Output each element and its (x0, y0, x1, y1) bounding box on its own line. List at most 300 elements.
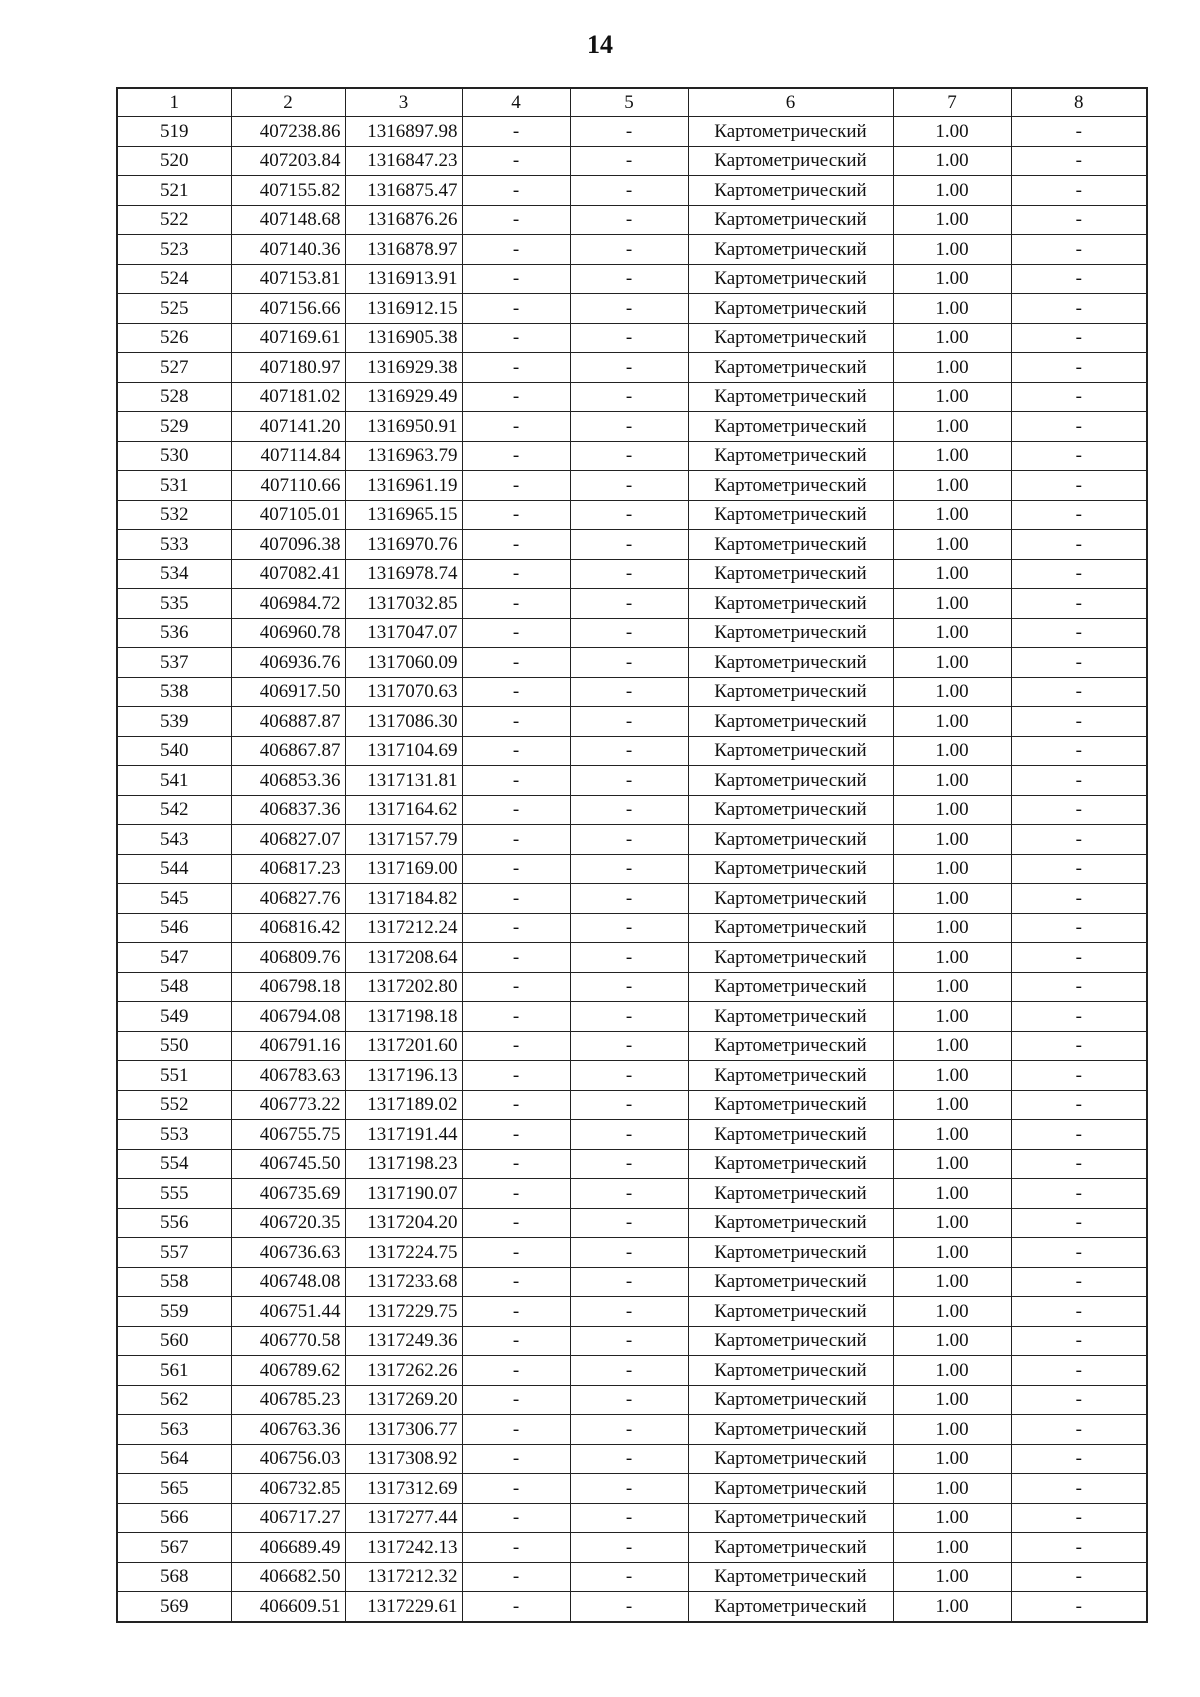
x-coordinate-cell: 406794.08 (231, 1002, 345, 1032)
point-number-cell: 534 (117, 559, 231, 589)
y-coordinate-cell: 1316965.15 (345, 500, 462, 530)
accuracy-cell: 1.00 (893, 1090, 1011, 1120)
column-8-cell: - (1011, 176, 1147, 206)
x-coordinate-cell: 406827.76 (231, 884, 345, 914)
column-8-cell: - (1011, 471, 1147, 501)
accuracy-cell: 1.00 (893, 1562, 1011, 1592)
column-8-cell: - (1011, 1415, 1147, 1445)
column-4-cell: - (462, 1415, 570, 1445)
method-cell: Картометрический (688, 1090, 893, 1120)
point-number-cell: 522 (117, 205, 231, 235)
method-cell: Картометрический (688, 972, 893, 1002)
point-number-cell: 535 (117, 589, 231, 619)
column-8-cell: - (1011, 972, 1147, 1002)
x-coordinate-cell: 406732.85 (231, 1474, 345, 1504)
column-5-cell: - (570, 589, 688, 619)
x-coordinate-cell: 407096.38 (231, 530, 345, 560)
point-number-cell: 540 (117, 736, 231, 766)
column-4-cell: - (462, 884, 570, 914)
table-row (117, 264, 1147, 294)
table-row (117, 913, 1147, 943)
x-coordinate-cell: 407238.86 (231, 117, 345, 147)
x-coordinate-cell: 406837.36 (231, 795, 345, 825)
y-coordinate-cell: 1316875.47 (345, 176, 462, 206)
column-4-cell: - (462, 1120, 570, 1150)
table-row (117, 795, 1147, 825)
accuracy-cell: 1.00 (893, 117, 1011, 147)
point-number-cell: 568 (117, 1562, 231, 1592)
column-4-cell: - (462, 1002, 570, 1032)
point-number-cell: 541 (117, 766, 231, 796)
point-number-cell: 532 (117, 500, 231, 530)
column-4-cell: - (462, 1090, 570, 1120)
table-row (117, 117, 1147, 147)
method-cell: Картометрический (688, 1356, 893, 1386)
column-5-cell: - (570, 1002, 688, 1032)
column-5-cell: - (570, 707, 688, 737)
x-coordinate-cell: 406809.76 (231, 943, 345, 973)
column-8-cell: - (1011, 1444, 1147, 1474)
table-row (117, 736, 1147, 766)
method-cell: Картометрический (688, 1208, 893, 1238)
method-cell: Картометрический (688, 1238, 893, 1268)
y-coordinate-cell: 1316950.91 (345, 412, 462, 442)
y-coordinate-cell: 1317157.79 (345, 825, 462, 855)
point-number-cell: 528 (117, 382, 231, 412)
column-8-cell: - (1011, 294, 1147, 324)
column-5-cell: - (570, 530, 688, 560)
column-4-cell: - (462, 825, 570, 855)
y-coordinate-cell: 1317306.77 (345, 1415, 462, 1445)
method-cell: Картометрический (688, 441, 893, 471)
column-8-cell: - (1011, 353, 1147, 383)
y-coordinate-cell: 1317198.23 (345, 1149, 462, 1179)
accuracy-cell: 1.00 (893, 1297, 1011, 1327)
y-coordinate-cell: 1317262.26 (345, 1356, 462, 1386)
y-coordinate-cell: 1317198.18 (345, 1002, 462, 1032)
column-4-cell: - (462, 1356, 570, 1386)
column-8-cell: - (1011, 559, 1147, 589)
method-cell: Картометрический (688, 1061, 893, 1091)
column-8-cell: - (1011, 1503, 1147, 1533)
point-number-cell: 542 (117, 795, 231, 825)
column-5-cell: - (570, 1297, 688, 1327)
point-number-cell: 553 (117, 1120, 231, 1150)
column-8-cell: - (1011, 1238, 1147, 1268)
point-number-cell: 525 (117, 294, 231, 324)
method-cell: Картометрический (688, 1385, 893, 1415)
point-number-cell: 550 (117, 1031, 231, 1061)
y-coordinate-cell: 1316912.15 (345, 294, 462, 324)
y-coordinate-cell: 1316970.76 (345, 530, 462, 560)
column-4-cell: - (462, 323, 570, 353)
table-body (117, 117, 1147, 1622)
method-cell: Картометрический (688, 589, 893, 619)
method-cell: Картометрический (688, 176, 893, 206)
method-cell: Картометрический (688, 766, 893, 796)
table-row (117, 1444, 1147, 1474)
accuracy-cell: 1.00 (893, 884, 1011, 914)
column-8-cell: - (1011, 1562, 1147, 1592)
column-5-cell: - (570, 1444, 688, 1474)
column-5-cell: - (570, 1415, 688, 1445)
method-cell: Картометрический (688, 500, 893, 530)
column-5-cell: - (570, 441, 688, 471)
table-row (117, 382, 1147, 412)
column-8-cell: - (1011, 500, 1147, 530)
column-8-cell: - (1011, 736, 1147, 766)
column-4-cell: - (462, 264, 570, 294)
x-coordinate-cell: 406720.35 (231, 1208, 345, 1238)
column-5-cell: - (570, 884, 688, 914)
y-coordinate-cell: 1317249.36 (345, 1326, 462, 1356)
column-5-cell: - (570, 559, 688, 589)
method-cell: Картометрический (688, 1474, 893, 1504)
column-5-cell: - (570, 146, 688, 176)
table-row (117, 1208, 1147, 1238)
accuracy-cell: 1.00 (893, 559, 1011, 589)
y-coordinate-cell: 1317233.68 (345, 1267, 462, 1297)
column-8-cell: - (1011, 795, 1147, 825)
method-cell: Картометрический (688, 559, 893, 589)
column-4-cell: - (462, 1267, 570, 1297)
table-row (117, 1326, 1147, 1356)
accuracy-cell: 1.00 (893, 1208, 1011, 1238)
column-8-cell: - (1011, 1002, 1147, 1032)
column-5-cell: - (570, 618, 688, 648)
x-coordinate-cell: 406756.03 (231, 1444, 345, 1474)
method-cell: Картометрический (688, 235, 893, 265)
table-row (117, 1562, 1147, 1592)
column-header-1: 1 (117, 88, 231, 117)
x-coordinate-cell: 407203.84 (231, 146, 345, 176)
y-coordinate-cell: 1317204.20 (345, 1208, 462, 1238)
method-cell: Картометрический (688, 412, 893, 442)
column-4-cell: - (462, 1503, 570, 1533)
accuracy-cell: 1.00 (893, 589, 1011, 619)
table-row (117, 884, 1147, 914)
x-coordinate-cell: 406936.76 (231, 648, 345, 678)
accuracy-cell: 1.00 (893, 736, 1011, 766)
method-cell: Картометрический (688, 825, 893, 855)
method-cell: Картометрический (688, 205, 893, 235)
column-8-cell: - (1011, 1297, 1147, 1327)
column-4-cell: - (462, 1238, 570, 1268)
column-5-cell: - (570, 825, 688, 855)
column-5-cell: - (570, 736, 688, 766)
column-5-cell: - (570, 1533, 688, 1563)
column-4-cell: - (462, 766, 570, 796)
x-coordinate-cell: 406816.42 (231, 913, 345, 943)
accuracy-cell: 1.00 (893, 205, 1011, 235)
column-8-cell: - (1011, 854, 1147, 884)
method-cell: Картометрический (688, 943, 893, 973)
column-8-cell: - (1011, 1533, 1147, 1563)
table-row (117, 500, 1147, 530)
accuracy-cell: 1.00 (893, 1444, 1011, 1474)
column-5-cell: - (570, 648, 688, 678)
column-4-cell: - (462, 913, 570, 943)
y-coordinate-cell: 1316913.91 (345, 264, 462, 294)
y-coordinate-cell: 1317229.75 (345, 1297, 462, 1327)
accuracy-cell: 1.00 (893, 264, 1011, 294)
table-row (117, 1179, 1147, 1209)
column-5-cell: - (570, 176, 688, 206)
column-header-5: 5 (570, 88, 688, 117)
point-number-cell: 545 (117, 884, 231, 914)
x-coordinate-cell: 406609.51 (231, 1592, 345, 1622)
column-8-cell: - (1011, 884, 1147, 914)
column-8-cell: - (1011, 648, 1147, 678)
column-5-cell: - (570, 205, 688, 235)
y-coordinate-cell: 1317201.60 (345, 1031, 462, 1061)
point-number-cell: 563 (117, 1415, 231, 1445)
column-5-cell: - (570, 1208, 688, 1238)
column-8-cell: - (1011, 677, 1147, 707)
accuracy-cell: 1.00 (893, 972, 1011, 1002)
point-number-cell: 537 (117, 648, 231, 678)
column-4-cell: - (462, 1297, 570, 1327)
point-number-cell: 561 (117, 1356, 231, 1386)
column-8-cell: - (1011, 913, 1147, 943)
y-coordinate-cell: 1317184.82 (345, 884, 462, 914)
y-coordinate-cell: 1316876.26 (345, 205, 462, 235)
method-cell: Картометрический (688, 1444, 893, 1474)
column-4-cell: - (462, 795, 570, 825)
y-coordinate-cell: 1317202.80 (345, 972, 462, 1002)
column-4-cell: - (462, 235, 570, 265)
point-number-cell: 566 (117, 1503, 231, 1533)
point-number-cell: 557 (117, 1238, 231, 1268)
method-cell: Картометрический (688, 264, 893, 294)
method-cell: Картометрический (688, 677, 893, 707)
method-cell: Картометрический (688, 530, 893, 560)
column-5-cell: - (570, 1149, 688, 1179)
y-coordinate-cell: 1317269.20 (345, 1385, 462, 1415)
method-cell: Картометрический (688, 1267, 893, 1297)
column-5-cell: - (570, 323, 688, 353)
y-coordinate-cell: 1317190.07 (345, 1179, 462, 1209)
column-4-cell: - (462, 707, 570, 737)
x-coordinate-cell: 407140.36 (231, 235, 345, 265)
point-number-cell: 547 (117, 943, 231, 973)
column-4-cell: - (462, 943, 570, 973)
x-coordinate-cell: 406736.63 (231, 1238, 345, 1268)
accuracy-cell: 1.00 (893, 294, 1011, 324)
table-row (117, 1385, 1147, 1415)
table-row (117, 1061, 1147, 1091)
accuracy-cell: 1.00 (893, 1149, 1011, 1179)
column-8-cell: - (1011, 1592, 1147, 1622)
column-header-7: 7 (893, 88, 1011, 117)
accuracy-cell: 1.00 (893, 1474, 1011, 1504)
point-number-cell: 564 (117, 1444, 231, 1474)
point-number-cell: 539 (117, 707, 231, 737)
x-coordinate-cell: 406748.08 (231, 1267, 345, 1297)
table-row (117, 825, 1147, 855)
x-coordinate-cell: 406960.78 (231, 618, 345, 648)
header-row (117, 88, 1147, 117)
column-4-cell: - (462, 1474, 570, 1504)
column-8-cell: - (1011, 1474, 1147, 1504)
column-5-cell: - (570, 972, 688, 1002)
table-row (117, 1120, 1147, 1150)
method-cell: Картометрический (688, 913, 893, 943)
x-coordinate-cell: 406682.50 (231, 1562, 345, 1592)
method-cell: Картометрический (688, 146, 893, 176)
y-coordinate-cell: 1317104.69 (345, 736, 462, 766)
table-row (117, 1533, 1147, 1563)
table-row (117, 1238, 1147, 1268)
x-coordinate-cell: 407110.66 (231, 471, 345, 501)
x-coordinate-cell: 407156.66 (231, 294, 345, 324)
column-5-cell: - (570, 264, 688, 294)
y-coordinate-cell: 1317224.75 (345, 1238, 462, 1268)
x-coordinate-cell: 406887.87 (231, 707, 345, 737)
table-row (117, 471, 1147, 501)
column-8-cell: - (1011, 1120, 1147, 1150)
point-number-cell: 526 (117, 323, 231, 353)
table-row (117, 1297, 1147, 1327)
column-4-cell: - (462, 1149, 570, 1179)
column-4-cell: - (462, 648, 570, 678)
accuracy-cell: 1.00 (893, 1179, 1011, 1209)
point-number-cell: 565 (117, 1474, 231, 1504)
column-8-cell: - (1011, 323, 1147, 353)
x-coordinate-cell: 406773.22 (231, 1090, 345, 1120)
x-coordinate-cell: 406755.75 (231, 1120, 345, 1150)
column-8-cell: - (1011, 1356, 1147, 1386)
x-coordinate-cell: 406745.50 (231, 1149, 345, 1179)
y-coordinate-cell: 1317191.44 (345, 1120, 462, 1150)
column-5-cell: - (570, 854, 688, 884)
y-coordinate-cell: 1317308.92 (345, 1444, 462, 1474)
column-5-cell: - (570, 235, 688, 265)
table-row (117, 294, 1147, 324)
coordinates-table (116, 87, 1148, 1623)
point-number-cell: 543 (117, 825, 231, 855)
column-4-cell: - (462, 117, 570, 147)
table-row (117, 707, 1147, 737)
column-5-cell: - (570, 943, 688, 973)
point-number-cell: 519 (117, 117, 231, 147)
x-coordinate-cell: 406717.27 (231, 1503, 345, 1533)
column-5-cell: - (570, 471, 688, 501)
column-8-cell: - (1011, 1326, 1147, 1356)
accuracy-cell: 1.00 (893, 766, 1011, 796)
column-5-cell: - (570, 1267, 688, 1297)
column-5-cell: - (570, 1356, 688, 1386)
column-4-cell: - (462, 1061, 570, 1091)
column-4-cell: - (462, 1592, 570, 1622)
column-4-cell: - (462, 1533, 570, 1563)
y-coordinate-cell: 1317032.85 (345, 589, 462, 619)
point-number-cell: 533 (117, 530, 231, 560)
method-cell: Картометрический (688, 1562, 893, 1592)
column-4-cell: - (462, 382, 570, 412)
column-5-cell: - (570, 117, 688, 147)
column-4-cell: - (462, 353, 570, 383)
column-8-cell: - (1011, 441, 1147, 471)
x-coordinate-cell: 406984.72 (231, 589, 345, 619)
column-8-cell: - (1011, 589, 1147, 619)
accuracy-cell: 1.00 (893, 176, 1011, 206)
column-8-cell: - (1011, 1267, 1147, 1297)
column-5-cell: - (570, 677, 688, 707)
table-row (117, 559, 1147, 589)
table-row (117, 1474, 1147, 1504)
accuracy-cell: 1.00 (893, 146, 1011, 176)
column-4-cell: - (462, 677, 570, 707)
x-coordinate-cell: 406827.07 (231, 825, 345, 855)
point-number-cell: 560 (117, 1326, 231, 1356)
point-number-cell: 544 (117, 854, 231, 884)
y-coordinate-cell: 1317312.69 (345, 1474, 462, 1504)
point-number-cell: 527 (117, 353, 231, 383)
point-number-cell: 559 (117, 1297, 231, 1327)
method-cell: Картометрический (688, 1149, 893, 1179)
x-coordinate-cell: 406867.87 (231, 736, 345, 766)
page-number: 14 (587, 30, 613, 59)
table-row (117, 530, 1147, 560)
accuracy-cell: 1.00 (893, 618, 1011, 648)
column-4-cell: - (462, 412, 570, 442)
accuracy-cell: 1.00 (893, 1031, 1011, 1061)
accuracy-cell: 1.00 (893, 382, 1011, 412)
column-8-cell: - (1011, 117, 1147, 147)
table-row (117, 854, 1147, 884)
x-coordinate-cell: 407141.20 (231, 412, 345, 442)
table-row (117, 176, 1147, 206)
point-number-cell: 536 (117, 618, 231, 648)
y-coordinate-cell: 1317229.61 (345, 1592, 462, 1622)
column-5-cell: - (570, 1061, 688, 1091)
method-cell: Картометрический (688, 117, 893, 147)
x-coordinate-cell: 407114.84 (231, 441, 345, 471)
column-4-cell: - (462, 1326, 570, 1356)
table-row (117, 943, 1147, 973)
table-row (117, 323, 1147, 353)
x-coordinate-cell: 406853.36 (231, 766, 345, 796)
column-header-3: 3 (345, 88, 462, 117)
y-coordinate-cell: 1316929.38 (345, 353, 462, 383)
point-number-cell: 567 (117, 1533, 231, 1563)
table-row (117, 235, 1147, 265)
y-coordinate-cell: 1317212.24 (345, 913, 462, 943)
y-coordinate-cell: 1316905.38 (345, 323, 462, 353)
x-coordinate-cell: 406817.23 (231, 854, 345, 884)
x-coordinate-cell: 406917.50 (231, 677, 345, 707)
y-coordinate-cell: 1316929.49 (345, 382, 462, 412)
method-cell: Картометрический (688, 294, 893, 324)
table-row (117, 972, 1147, 1002)
x-coordinate-cell: 407148.68 (231, 205, 345, 235)
point-number-cell: 548 (117, 972, 231, 1002)
table-row (117, 412, 1147, 442)
method-cell: Картометрический (688, 471, 893, 501)
accuracy-cell: 1.00 (893, 412, 1011, 442)
column-5-cell: - (570, 353, 688, 383)
point-number-cell: 549 (117, 1002, 231, 1032)
column-8-cell: - (1011, 1031, 1147, 1061)
y-coordinate-cell: 1317196.13 (345, 1061, 462, 1091)
method-cell: Картометрический (688, 736, 893, 766)
accuracy-cell: 1.00 (893, 795, 1011, 825)
y-coordinate-cell: 1317060.09 (345, 648, 462, 678)
column-4-cell: - (462, 441, 570, 471)
column-8-cell: - (1011, 1149, 1147, 1179)
accuracy-cell: 1.00 (893, 471, 1011, 501)
